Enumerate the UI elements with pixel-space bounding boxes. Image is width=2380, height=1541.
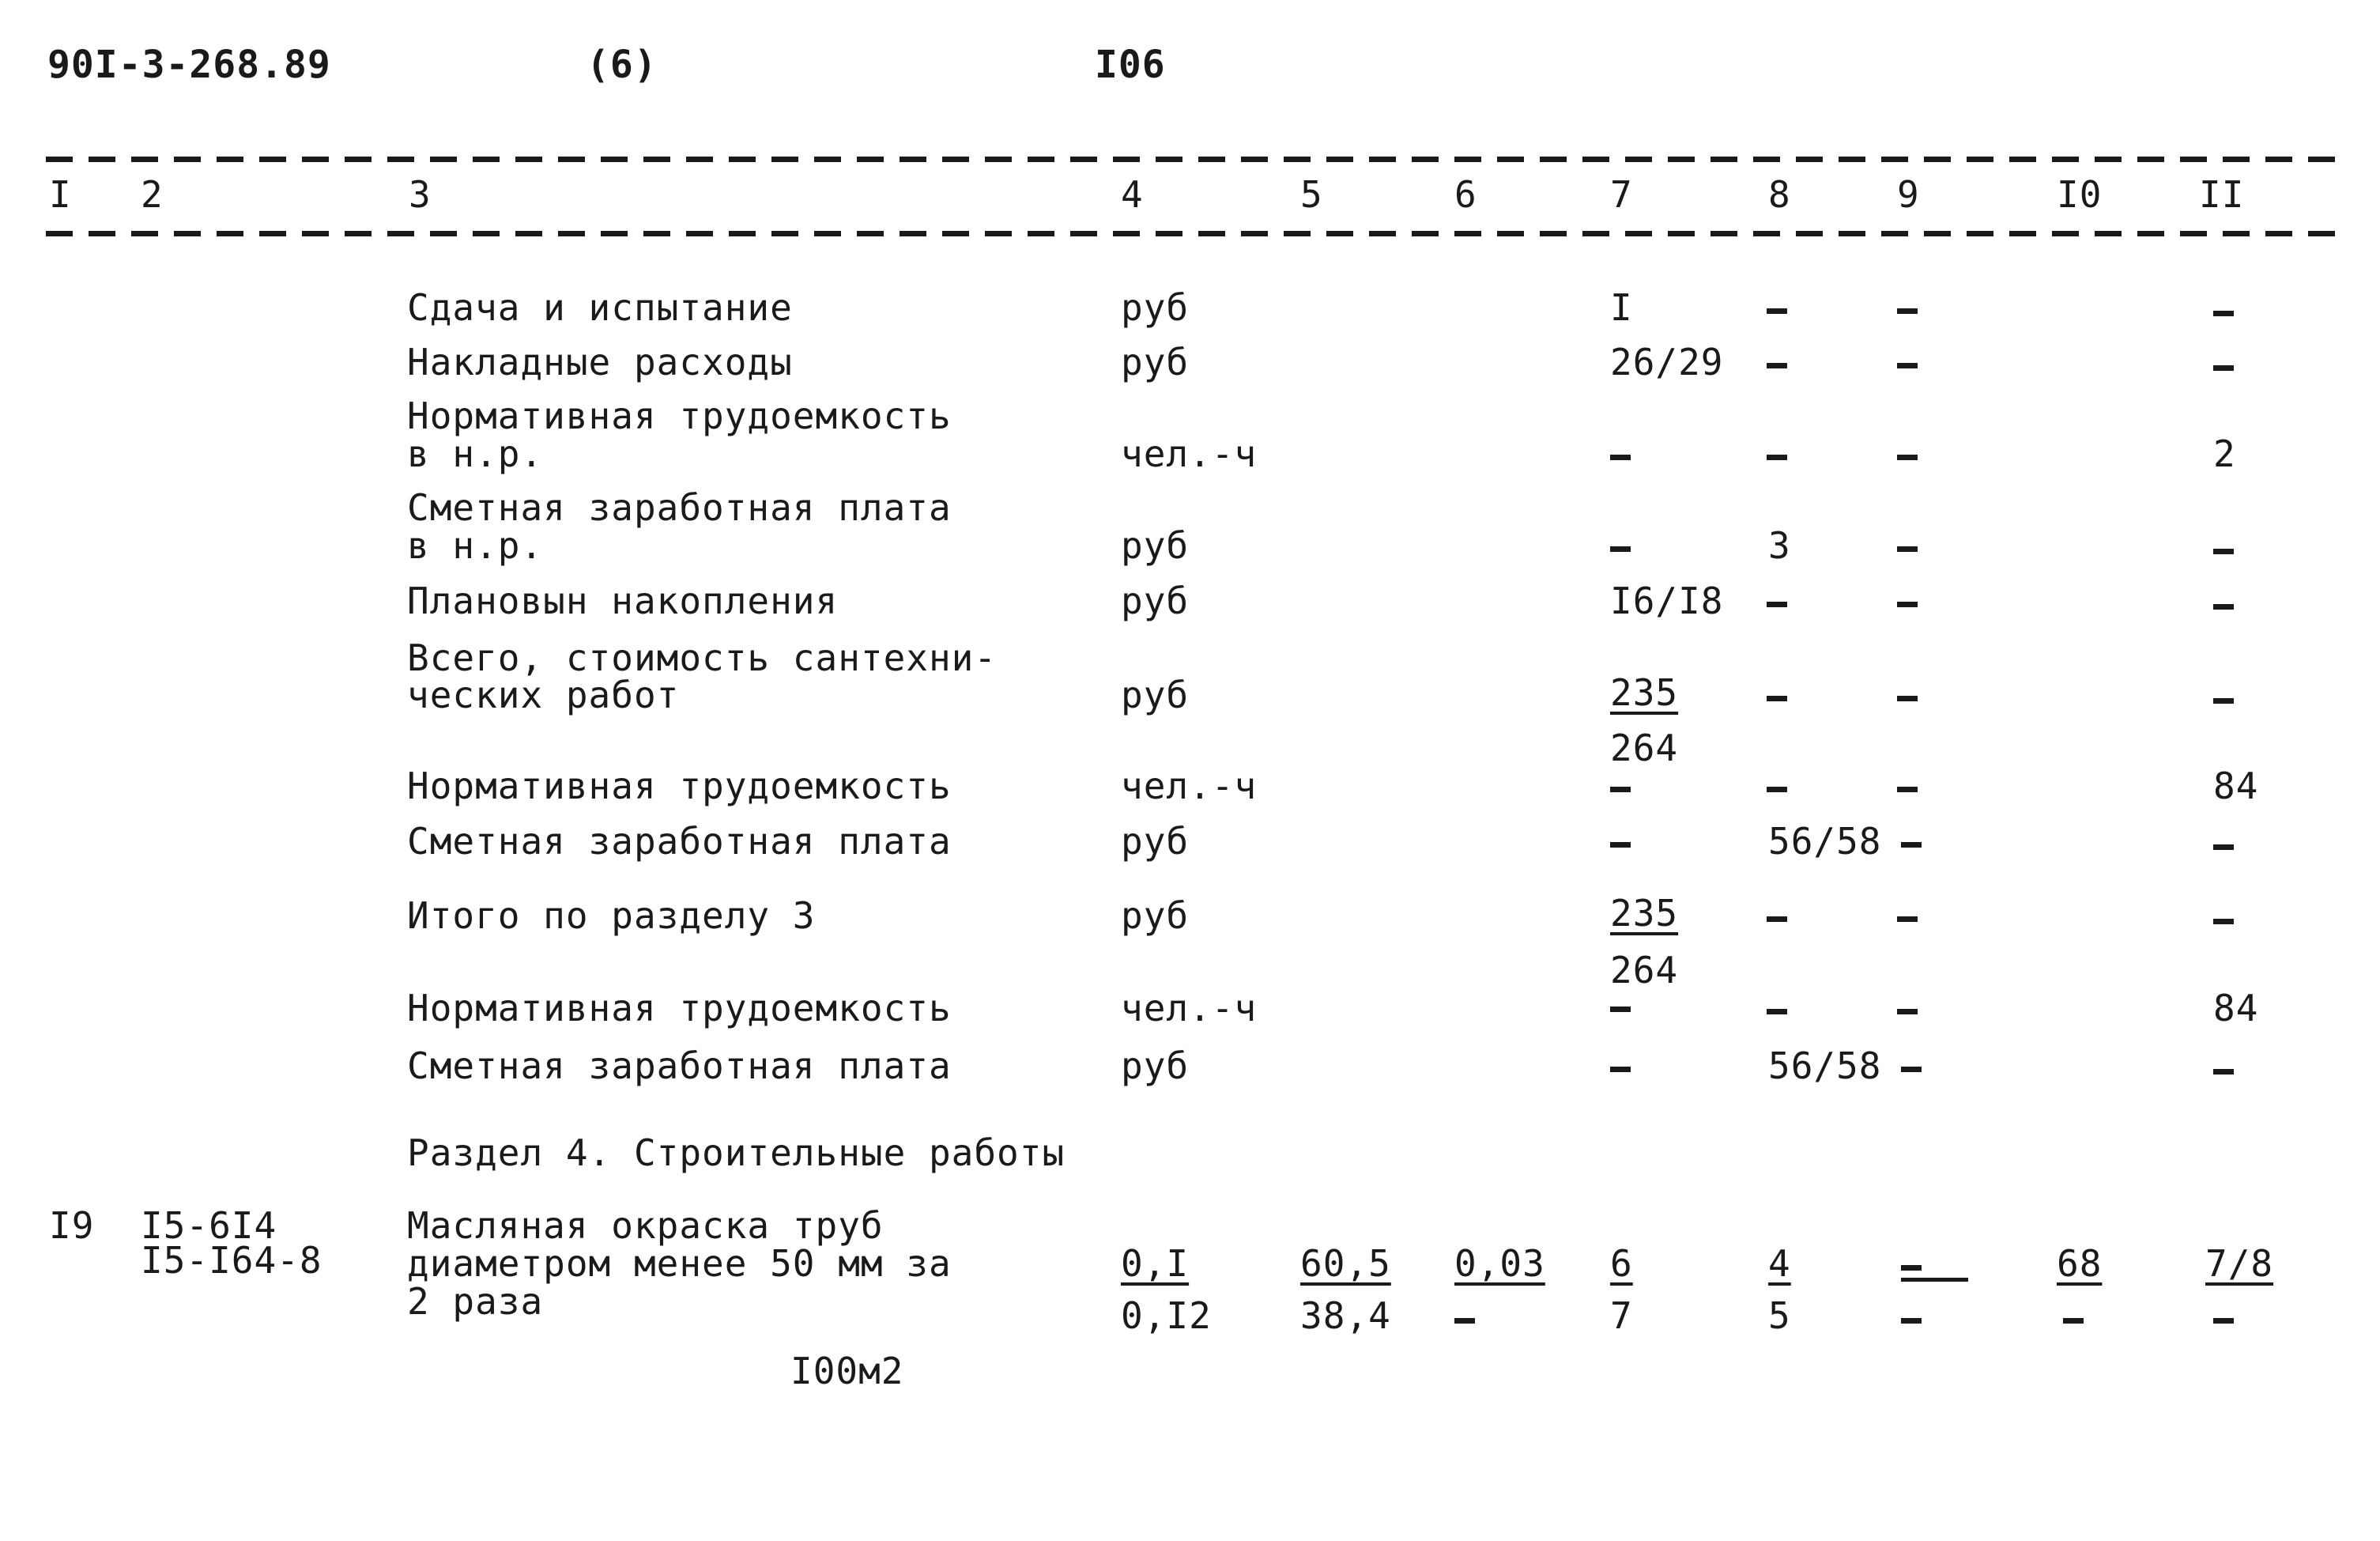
dash-mark [2213,365,2234,371]
row-col7: 26/29 [1610,341,1724,383]
row-unit: руб [1121,1044,1190,1087]
row-col11: 2 [2213,432,2236,475]
dash-mark [2213,844,2234,850]
row-label: Нормативная трудоемкость [407,765,952,807]
item-col6-top: 0,03 [1454,1242,1545,1285]
row-unit: руб [1121,674,1190,716]
col-header-3: 3 [409,173,432,216]
item-col7-top: 6 [1610,1242,1633,1285]
row-unit: руб [1121,894,1190,937]
row-label-line1: Нормативная трудоемкость [407,395,952,437]
row-label-line1: Сметная заработная плата [407,486,952,529]
dash-mark [1897,787,1918,792]
dash-mark [1897,696,1918,701]
dash-mark [1767,363,1787,368]
dash-mark [1767,787,1787,792]
row-label-line2: в н.р. [407,524,544,567]
dash-mark [1610,455,1631,460]
dash-mark [1901,1067,1922,1072]
row-unit: руб [1121,580,1190,622]
item-code-line1: I5-6I4 [141,1204,277,1247]
dash-mark [1897,363,1918,368]
item-col10-top: 68 [2057,1242,2103,1285]
dash-mark [2213,549,2234,554]
dash-mark [1610,546,1631,552]
row-unit: руб [1121,286,1190,329]
row-col7: I6/I8 [1610,580,1724,622]
dash-mark [1610,1007,1631,1012]
item-code-line2: I5-I64-8 [141,1239,322,1282]
col-header-4: 4 [1121,173,1144,216]
row-unit: чел.-ч [1121,987,1258,1029]
row-unit: чел.-ч [1121,432,1258,475]
col-header-1: I [49,173,72,216]
item-number: I9 [49,1204,95,1247]
row-label: Сдача и испытание [407,286,793,329]
row-col8: 3 [1768,524,1791,567]
row-label-line2: ческих работ [407,674,680,716]
dash-mark [2213,1069,2234,1075]
col-header-8: 8 [1768,173,1791,216]
dash-mark [1767,696,1787,701]
item-col5-top: 60,5 [1300,1242,1391,1285]
dash-mark [1767,916,1787,922]
row-col7-top: 235 [1610,892,1679,935]
row-label: Плановын накопления [407,580,839,622]
dash-mark [1767,1009,1787,1014]
dash-mark [1897,546,1918,552]
item-col5-bottom: 38,4 [1300,1294,1391,1337]
item-name-line1: Масляная окраска труб [407,1204,884,1247]
row-col7-bottom: 264 [1610,949,1679,991]
col-header-2: 2 [141,173,164,216]
col-header-10: I0 [2057,173,2103,216]
item-unit-note: I00м2 [790,1350,904,1392]
row-label-line1: Всего, стоимость сантехни- [407,636,998,679]
dash-mark [1897,602,1918,607]
col-header-7: 7 [1610,173,1633,216]
row-unit: руб [1121,820,1190,863]
dash-mark [1901,1318,1922,1324]
dash-mark [1454,1318,1475,1324]
row-label: Нормативная трудоемкость [407,987,952,1029]
item-name-line3: 2 раза [407,1280,544,1323]
dash-mark [1897,308,1918,314]
part-number: (6) [587,43,658,87]
dash-mark [1767,602,1787,607]
dash-mark [1767,308,1787,314]
row-label: Итого по разделу 3 [407,894,816,937]
row-col11: 84 [2213,987,2259,1029]
row-label: Накладные расходы [407,341,793,383]
item-col8-bottom: 5 [1768,1294,1791,1337]
row-col11: 84 [2213,765,2259,807]
header-rule-bottom [46,231,2350,236]
dash-mark [2213,311,2234,316]
dash-mark [1897,455,1918,460]
item-col4-top: 0,I [1121,1242,1190,1285]
col-header-11: II [2199,173,2245,216]
row-col7-bottom: 264 [1610,727,1679,769]
dash-mark [1897,1009,1918,1014]
row-unit: чел.-ч [1121,765,1258,807]
item-col4-bottom: 0,I2 [1121,1294,1212,1337]
col-header-5: 5 [1300,173,1323,216]
dash-mark [2213,604,2234,610]
dash-mark [1767,455,1787,460]
page-number: I06 [1095,43,1166,87]
dash-mark [2213,1318,2234,1324]
item-col8-top: 4 [1768,1242,1791,1285]
row-label-line2: в н.р. [407,432,544,475]
row-label: Сметная заработная плата [407,820,952,863]
row-label: Сметная заработная плата [407,1044,952,1087]
item-col7-bottom: 7 [1610,1294,1633,1337]
dash-mark [2213,919,2234,924]
row-col7-top: 235 [1610,671,1679,714]
row-col8: 56/58 [1768,1044,1882,1087]
section-heading: Раздел 4. Строительные работы [407,1131,1066,1174]
col-header-9: 9 [1897,173,1920,216]
item-col11-top: 7/8 [2205,1242,2274,1285]
row-col8: 56/58 [1768,820,1882,863]
document-code: 90I-3-268.89 [47,43,331,87]
item-name-line2: диаметром менее 50 мм за [407,1242,952,1285]
dash-mark [1897,916,1918,922]
header-rule-top [46,157,2350,162]
row-unit: руб [1121,341,1190,383]
row-col7: I [1610,286,1633,329]
dash-mark [1901,1265,1922,1271]
dash-mark [1610,787,1631,792]
row-unit: руб [1121,524,1190,567]
col-header-6: 6 [1454,173,1477,216]
dash-mark [1901,842,1922,848]
dash-mark [1610,842,1631,848]
dash-mark [2213,698,2234,704]
dash-mark [2063,1318,2084,1324]
dash-mark [1610,1067,1631,1072]
underline-mark [1901,1278,1968,1282]
